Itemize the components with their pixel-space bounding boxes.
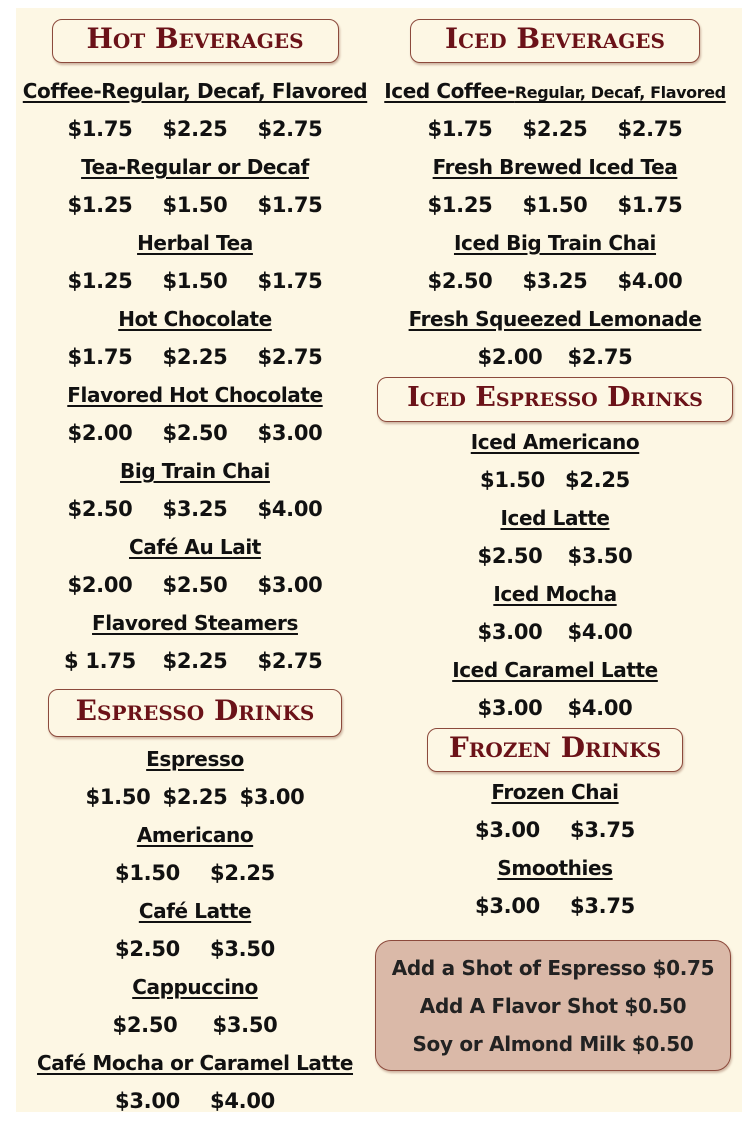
left-column xyxy=(16,0,374,1121)
menu-item-prices xyxy=(100,853,290,893)
menu-item-name: Café Au Lait xyxy=(129,535,261,559)
price: $1.50 xyxy=(480,468,545,492)
menu-item-name: Iced Big Train Chai xyxy=(453,231,657,255)
price: $3.00 xyxy=(257,421,323,445)
menu-item-name-main: Iced Coffee- xyxy=(384,79,515,103)
price: $2.75 xyxy=(617,117,683,141)
menu-item-name: Cappuccino xyxy=(132,975,258,999)
add-on-espresso-shot: Add a Shot of Espresso $0.75 xyxy=(391,955,715,980)
hot-beverages-heading: Hot Beverages xyxy=(52,19,339,63)
menu-item-name: Iced Caramel Latte xyxy=(452,658,658,682)
menu-item-prices xyxy=(465,612,645,652)
price: $2.50 xyxy=(112,1013,178,1037)
iced-beverages-heading: Iced Beverages xyxy=(410,19,700,63)
price: $2.00 xyxy=(67,421,133,445)
menu-item-name: Iced Latte xyxy=(500,506,610,530)
menu-item-name: Flavored Hot Chocolate xyxy=(67,383,323,407)
price: $2.25 xyxy=(210,861,275,885)
menu-item-name: Hot Chocolate xyxy=(118,307,272,331)
price: $2.25 xyxy=(162,785,228,809)
menu-item-name: Espresso xyxy=(146,747,244,771)
price: $2.25 xyxy=(162,117,228,141)
price: $2.50 xyxy=(477,544,543,568)
price: $1.75 xyxy=(67,345,133,369)
price: $1.75 xyxy=(427,117,493,141)
price: $3.00 xyxy=(477,620,543,644)
price: $2.25 xyxy=(565,468,630,492)
menu-item-prices xyxy=(53,565,338,605)
menu-item-name: Café Mocha or Caramel Latte xyxy=(36,1051,354,1075)
price: $2.75 xyxy=(257,345,323,369)
menu-item-name: Smoothies xyxy=(497,856,613,880)
menu-item-name: Big Train Chai xyxy=(120,459,270,483)
price: $3.00 xyxy=(115,1089,180,1113)
price: $2.50 xyxy=(67,497,133,521)
price: $4.00 xyxy=(567,696,633,720)
add-on-alt-milk: Soy or Almond Milk $0.50 xyxy=(412,1031,694,1056)
price: $4.00 xyxy=(567,620,633,644)
price: $3.00 xyxy=(477,696,543,720)
price: $1.50 xyxy=(162,269,228,293)
menu-item-name: Fresh Squeezed Lemonade xyxy=(408,307,702,331)
price: $3.50 xyxy=(567,544,633,568)
add-on-flavor-shot: Add A Flavor Shot $0.50 xyxy=(419,993,687,1018)
menu-item-name: Tea-Regular or Decaf xyxy=(81,155,309,179)
price: $3.25 xyxy=(162,497,228,521)
price: $2.25 xyxy=(162,649,228,673)
price: $3.25 xyxy=(522,269,588,293)
right-column xyxy=(376,0,734,926)
price: $1.50 xyxy=(115,861,180,885)
price: $2.25 xyxy=(522,117,588,141)
price: $1.75 xyxy=(257,269,323,293)
menu-item-prices xyxy=(53,185,338,225)
menu-item-name: Frozen Chai xyxy=(491,780,619,804)
iced-espresso-drinks-heading: Iced Espresso Drinks xyxy=(377,377,733,422)
price: $2.75 xyxy=(257,117,323,141)
menu-item-prices xyxy=(465,337,645,377)
menu-item-prices xyxy=(53,261,338,301)
menu-item-name: Café Latte xyxy=(138,899,252,923)
price: $4.00 xyxy=(617,269,683,293)
menu-item-prices xyxy=(53,489,338,529)
menu-item-name: Coffee-Regular, Decaf, Flavored xyxy=(22,79,368,103)
price: $2.00 xyxy=(477,345,543,369)
menu-item-name: Americano xyxy=(136,823,254,847)
price: $1.25 xyxy=(67,269,133,293)
menu-item-prices xyxy=(413,185,698,225)
price: $1.25 xyxy=(427,193,493,217)
price: $1.75 xyxy=(257,193,323,217)
menu-item-prices xyxy=(470,460,640,500)
menu-item-prices xyxy=(53,641,338,681)
price: $4.00 xyxy=(210,1089,275,1113)
price: $2.50 xyxy=(162,421,228,445)
menu-item-prices xyxy=(413,109,698,149)
espresso-drinks-heading: Espresso Drinks xyxy=(48,689,342,737)
price: $2.25 xyxy=(162,345,228,369)
price: $ 1.75 xyxy=(64,649,136,673)
price: $1.75 xyxy=(67,117,133,141)
menu-item-prices xyxy=(465,688,645,728)
menu-item-name: Fresh Brewed Iced Tea xyxy=(432,155,678,179)
price: $3.50 xyxy=(210,937,275,961)
menu-item-name xyxy=(384,73,725,109)
price: $1.50 xyxy=(522,193,588,217)
menu-item-name: Flavored Steamers xyxy=(92,611,298,635)
menu-item-prices xyxy=(100,1081,290,1121)
price: $2.50 xyxy=(427,269,493,293)
frozen-drinks-heading: Frozen Drinks xyxy=(427,728,683,772)
price: $3.00 xyxy=(475,894,540,918)
price: $1.50 xyxy=(85,785,151,809)
menu-item-prices xyxy=(80,777,311,817)
menu-item-name: Herbal Tea xyxy=(137,231,253,255)
price: $4.00 xyxy=(257,497,323,521)
menu-item-prices xyxy=(53,413,338,453)
price: $3.00 xyxy=(475,818,540,842)
menu-item-name: Iced Mocha xyxy=(493,582,617,606)
price: $3.00 xyxy=(257,573,323,597)
price: $3.00 xyxy=(239,785,305,809)
menu-item-prices xyxy=(53,337,338,377)
menu-item-prices xyxy=(53,109,338,149)
price: $1.25 xyxy=(67,193,133,217)
price: $2.50 xyxy=(162,573,228,597)
menu-item-prices xyxy=(460,886,650,926)
price: $2.75 xyxy=(567,345,633,369)
price: $1.50 xyxy=(162,193,228,217)
price: $2.75 xyxy=(257,649,323,673)
price: $3.75 xyxy=(570,894,635,918)
price: $1.75 xyxy=(617,193,683,217)
price: $2.50 xyxy=(115,937,180,961)
menu-item-prices xyxy=(465,536,645,576)
menu-item-prices xyxy=(460,810,650,850)
menu-item-name-suffix: Regular, Decaf, Flavored xyxy=(514,83,726,102)
price: $3.50 xyxy=(212,1013,278,1037)
menu-item-prices xyxy=(413,261,698,301)
menu-item-prices xyxy=(100,929,290,969)
price: $2.00 xyxy=(67,573,133,597)
add-ons-box xyxy=(375,940,731,1071)
menu-item-prices xyxy=(95,1005,295,1045)
price: $3.75 xyxy=(570,818,635,842)
menu-item-name: Iced Americano xyxy=(470,430,640,454)
